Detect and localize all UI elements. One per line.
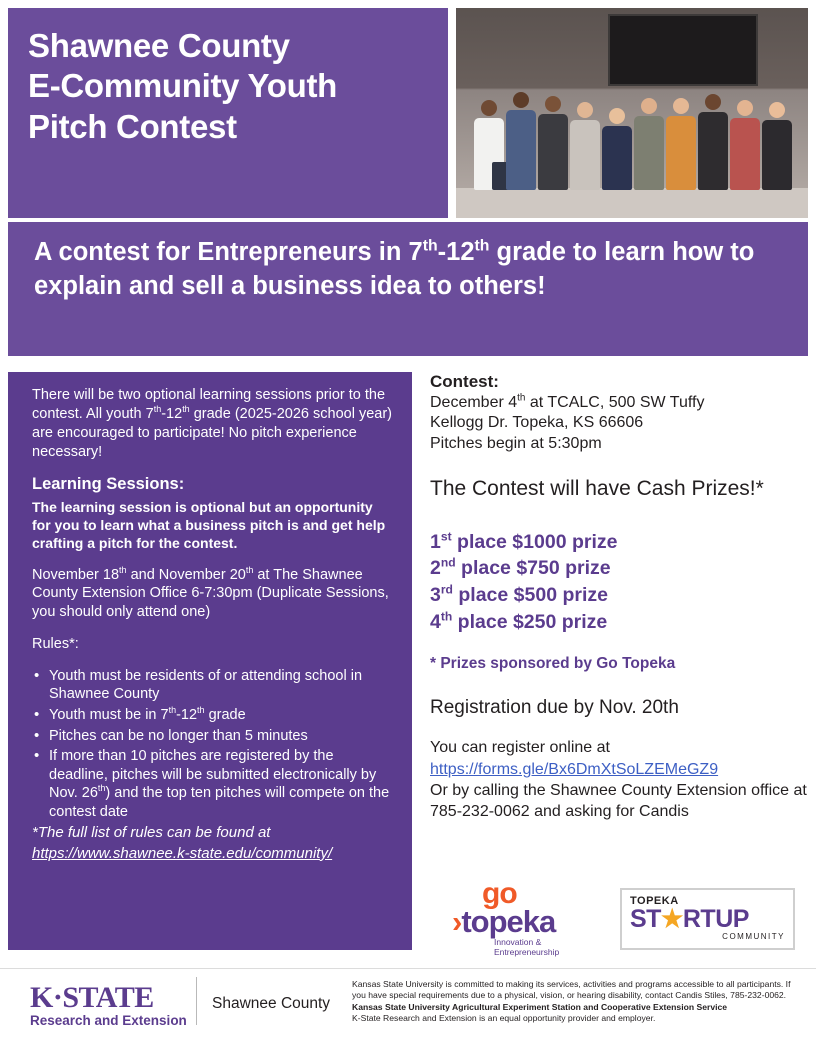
subtitle-part-2: -12: [437, 238, 475, 266]
intro-sup-1: th: [153, 404, 162, 415]
session-text-3: at The Shawnee County Extension Office 6-7:30pm (Duplicate Sessions, you should only attend one): [32, 566, 389, 621]
footer-bar: [0, 968, 816, 1056]
rule-sup-2: th: [197, 705, 205, 716]
photo-person: [506, 92, 536, 190]
prize-rank: 4: [430, 610, 441, 633]
session-dates: [32, 566, 394, 623]
rule-text: Youth must be in 7: [49, 707, 169, 723]
disclaimer-line-2: Kansas State University Agricultural Experiment Station and Cooperative Extension Service: [352, 1001, 728, 1012]
list-item: [32, 667, 394, 704]
session-sup-2: th: [245, 564, 254, 575]
prize-amount: place $500 prize: [452, 584, 608, 607]
go-topeka-tagline-1: Innovation &: [494, 937, 542, 948]
rule-text-2: -12: [176, 707, 198, 723]
title-line-2: E-Community Youth: [28, 67, 337, 105]
intro-text-1: There will be two optional learning sessions prior to the contest. All youth 7: [32, 387, 386, 422]
photo-person: [634, 98, 664, 190]
list-item: [32, 706, 394, 725]
subtitle-sup-2: th: [474, 237, 490, 255]
contest-details: [430, 393, 810, 454]
go-topeka-wordmark: topeka: [461, 904, 556, 939]
subtitle-text: [34, 236, 782, 304]
startup-community-text: COMMUNITY: [722, 932, 785, 941]
prize-item: [430, 555, 810, 582]
go-topeka-tagline: [494, 938, 622, 958]
prize-item: [430, 582, 810, 609]
rule-text-3: grade: [204, 707, 246, 723]
rule-text-2: ) and the top ten pitches will compete on the contest date: [49, 785, 390, 820]
title-line-1: Shawnee County: [28, 27, 290, 64]
chevron-right-icon: ›: [452, 904, 462, 939]
registration-instructions: [430, 737, 810, 822]
rules-list: [32, 667, 394, 821]
page-title: [28, 26, 428, 147]
intro-text-2: -12: [161, 405, 183, 422]
photo-person: [666, 98, 696, 190]
prize-rank: 3: [430, 584, 441, 607]
county-label: Shawnee County: [212, 995, 331, 1012]
prize-amount: place $1000 prize: [451, 530, 618, 553]
learning-sessions-heading: Learning Sessions:: [32, 475, 185, 494]
photo-whiteboard: [608, 14, 758, 86]
group-photo: [456, 8, 808, 218]
rules-link[interactable]: https://www.shawnee.k-state.edu/community/: [32, 844, 333, 862]
session-text-1: November 18: [32, 566, 120, 583]
rule-text: Youth must be residents of or attending school in Shawnee County: [49, 667, 363, 703]
go-topeka-tagline-2: Entrepreneurship: [494, 947, 560, 958]
photo-foreground-table: [456, 188, 808, 218]
list-item: [32, 747, 394, 821]
prize-rank: 2: [430, 557, 441, 580]
cash-prizes-heading: The Contest will have Cash Prizes!*: [430, 477, 764, 501]
prize-sponsor-note: * Prizes sponsored by Go Topeka: [430, 655, 676, 673]
topeka-startup-logo: [620, 888, 795, 950]
subtitle-sup-1: th: [422, 237, 438, 255]
intro-paragraph: [32, 386, 394, 461]
learning-sessions-note: The learning session is optional but an opportunity for you to learn what a business pitch is and get help crafting a pitch for the contest.: [32, 498, 386, 551]
contest-start-time: Pitches begin at 5:30pm: [430, 434, 602, 452]
rules-footnote: [32, 823, 394, 864]
register-online-text: You can register online at: [430, 739, 610, 757]
rule-sup: th: [97, 783, 106, 794]
left-info-panel: [8, 372, 412, 950]
subtitle-band: [8, 222, 808, 356]
photo-person: [538, 96, 568, 190]
startup-wordmark: [630, 907, 785, 932]
prize-list: [430, 529, 810, 636]
sponsor-logos: [430, 877, 810, 960]
session-text-2: and November 20: [126, 566, 246, 583]
subtitle-part-1: A contest for Entrepreneurs in 7: [34, 238, 423, 266]
prize-rank-sup: th: [440, 609, 453, 624]
rule-text: If more than 10 pitches are registered by the deadline, pitches will be submitted electronically by Nov. 26: [49, 748, 377, 802]
star-icon: ★: [660, 905, 683, 933]
startup-st-text: ST: [630, 905, 661, 933]
footer-divider: [196, 977, 197, 1025]
registration-form-link[interactable]: https://forms.gle/Bx6DmXtSoLZEMeGZ9: [430, 760, 719, 778]
prize-rank-sup: rd: [440, 582, 453, 597]
photo-person: [730, 100, 760, 190]
kstate-subtitle: Research and Extension: [30, 1013, 187, 1028]
photo-person: [698, 94, 728, 190]
legal-disclaimer: [352, 979, 792, 1024]
intro-text-3: grade (2025-2026 school year) are encouraged to participate! No pitch experience necessary!: [32, 405, 393, 460]
session-sup-1: th: [119, 564, 127, 575]
disclaimer-line-1: Kansas State University is committed to making its services, activities and programs accessible to all participants. If you have special requirements due to a physical, vision, or hearing disability, contact Candis Stiles, 785-232-0062.: [352, 979, 791, 1001]
go-topeka-logo: [452, 877, 622, 958]
prize-amount: place $750 prize: [455, 557, 611, 580]
header-band: [8, 8, 808, 218]
rule-sup: th: [168, 705, 177, 716]
rules-heading: Rules*:: [32, 636, 79, 653]
contest-date-sup: th: [517, 392, 526, 404]
startup-rtup-text: RTUP: [682, 905, 749, 933]
prize-amount: place $250 prize: [452, 610, 608, 633]
go-topeka-go-text: go: [482, 877, 517, 910]
prize-item: [430, 529, 810, 556]
prize-item: [430, 609, 810, 636]
intro-sup-2: th: [182, 404, 190, 415]
registration-deadline: Registration due by Nov. 20th: [430, 697, 679, 719]
rule-text: Pitches can be no longer than 5 minutes: [49, 727, 308, 744]
prize-rank-sup: nd: [440, 555, 456, 570]
contest-date-text: December 4: [430, 394, 518, 411]
kstate-wordmark: K·STATE: [30, 981, 154, 1014]
contest-address: Kellogg Dr. Topeka, KS 66606: [430, 414, 644, 432]
startup-topeka-text: TOPEKA: [630, 895, 679, 907]
right-info-panel: [430, 372, 810, 823]
title-box: [8, 8, 448, 218]
photo-person: [762, 102, 792, 190]
prize-rank: 1: [430, 530, 441, 553]
go-topeka-topeka-text: [452, 904, 622, 939]
footnote-text: *The full list of rules can be found at: [32, 824, 271, 842]
prize-rank-sup: st: [440, 529, 452, 544]
register-phone-text: Or by calling the Shawnee County Extension office at 785-232-0062 and asking for Candis: [430, 782, 807, 821]
contest-venue-text: at TCALC, 500 SW Tuffy: [525, 394, 705, 411]
photo-person: [602, 108, 632, 190]
disclaimer-line-3: K-State Research and Extension is an equal opportunity provider and employer.: [352, 1013, 656, 1024]
photo-person: [570, 102, 600, 190]
title-line-3: Pitch Contest: [28, 107, 237, 145]
subtitle-part-3: grade to learn how to explain and sell a business idea to others!: [34, 238, 755, 300]
contest-heading: Contest:: [430, 372, 499, 391]
photo-person: [474, 100, 504, 190]
list-item: [32, 727, 394, 746]
